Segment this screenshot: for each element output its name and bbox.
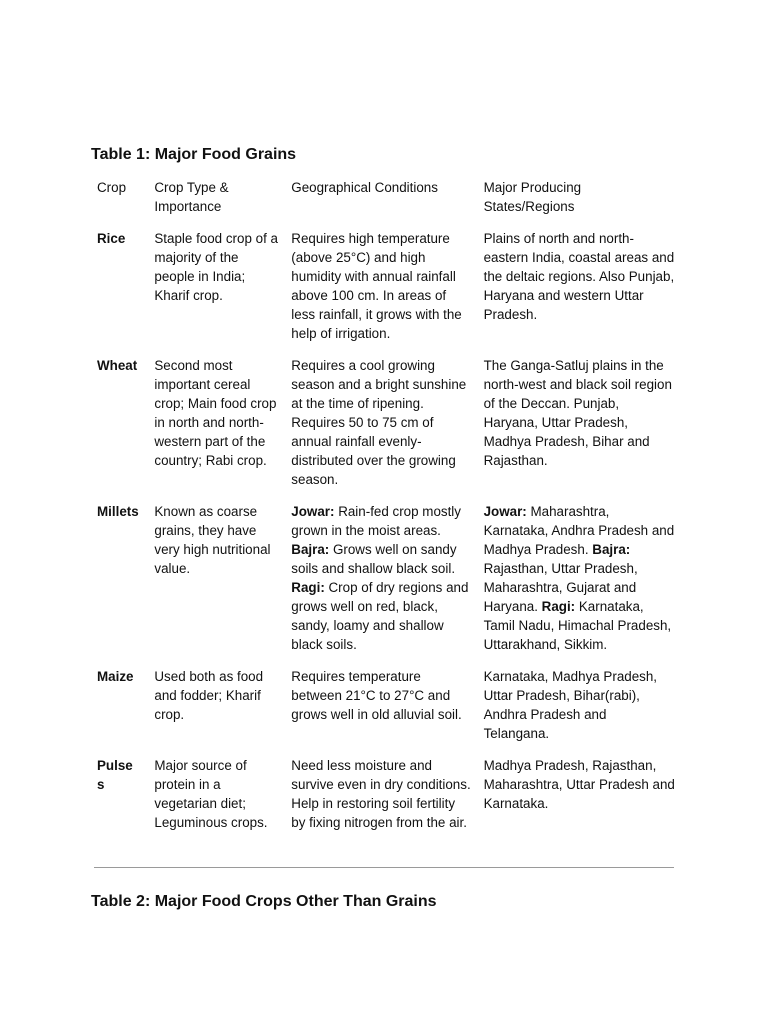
table-row (91, 667, 681, 756)
jowar-label: Jowar: (483, 504, 527, 519)
crop-conditions: Requires temperature between 21°C to 27°C and grows well in old alluvial soil. (291, 669, 462, 722)
table-1-title: Table 1: Major Food Grains (91, 146, 297, 163)
header-crop: Crop (97, 180, 127, 195)
crop-name: Wheat (97, 358, 138, 373)
ragi-text: Karnataka, Tamil Nadu, Himachal Pradesh, Uttarakhand, Sikkim. (483, 599, 672, 652)
header-producing-states: Major Producing States/Regions (483, 180, 582, 214)
crop-name-line-2: s (97, 777, 105, 792)
crop-conditions: Requires high temperature (above 25°C) and high humidity with annual rainfall above 100 cm. In areas of less rainfall, it grows with the help of irrigation. (291, 231, 462, 341)
crop-type: Major source of protein in a vegetarian diet; Leguminous crops. (154, 758, 268, 830)
crop-type: Staple food crop of a majority of the people in India; Kharif crop. (154, 231, 278, 303)
crop-conditions: Need less moisture and survive even in dry conditions. Help in restoring soil fertility by fixing nitrogen from the air. (291, 758, 471, 830)
jowar-label: Jowar: (291, 504, 335, 519)
table-row (91, 356, 681, 502)
crop-states (478, 502, 681, 667)
crop-name: Rice (97, 231, 126, 246)
table-header-row (91, 178, 681, 229)
bajra-text: Grows well on sandy soils and shallow black soil. (291, 542, 457, 576)
jowar-text: Rain-fed crop mostly grown in the moist areas. (291, 504, 461, 538)
major-food-grains-table (91, 178, 681, 845)
crop-name: Millets (97, 504, 139, 519)
header-crop-type: Crop Type & Importance (154, 180, 229, 214)
table-row (91, 229, 681, 356)
crop-conditions: Requires a cool growing season and a bright sunshine at the time of ripening. Requires 50 to 75 cm of annual rainfall evenly-distributed over the growing season. (291, 358, 467, 487)
jowar-text: Maharashtra, Karnataka, Andhra Pradesh and Madhya Pradesh. (483, 504, 675, 557)
table-row (91, 756, 681, 845)
crop-conditions (285, 502, 477, 667)
header-geographical-conditions: Geographical Conditions (291, 180, 438, 195)
ragi-label: Ragi: (541, 599, 576, 614)
crop-states: Plains of north and north-eastern India, coastal areas and the deltaic regions. Also Punjab, Haryana and western Uttar Pradesh. (483, 231, 675, 322)
crop-states: Madhya Pradesh, Rajasthan, Maharashtra, Uttar Pradesh and Karnataka. (483, 758, 675, 811)
crop-name: Maize (97, 669, 134, 684)
bajra-label: Bajra: (592, 542, 631, 557)
table-row (91, 502, 681, 667)
crop-name (91, 756, 148, 845)
crop-type: Known as coarse grains, they have very high nutritional value. (154, 504, 271, 576)
horizontal-divider (94, 867, 674, 868)
crop-name-line-1: Pulse (97, 758, 133, 773)
crop-states: Karnataka, Madhya Pradesh, Uttar Pradesh, Bihar(rabi), Andhra Pradesh and Telangana. (483, 669, 658, 741)
crop-type: Second most important cereal crop; Main food crop in north and north-western part of the country; Rabi crop. (154, 358, 277, 468)
bajra-label: Bajra: (291, 542, 330, 557)
crop-states: The Ganga-Satluj plains in the north-west and black soil region of the Deccan. Punjab, Haryana, Uttar Pradesh, Madhya Pradesh, Bihar and Rajasthan. (483, 358, 672, 468)
bajra-text: Rajasthan, Uttar Pradesh, Maharashtra, Gujarat and Haryana. (483, 561, 638, 614)
crop-type: Used both as food and fodder; Kharif crop. (154, 669, 264, 722)
table-2-title: Table 2: Major Food Crops Other Than Grains (91, 893, 437, 910)
ragi-text: Crop of dry regions and grows well on red, black, sandy, loamy and shallow black soils. (291, 580, 469, 652)
ragi-label: Ragi: (291, 580, 325, 595)
